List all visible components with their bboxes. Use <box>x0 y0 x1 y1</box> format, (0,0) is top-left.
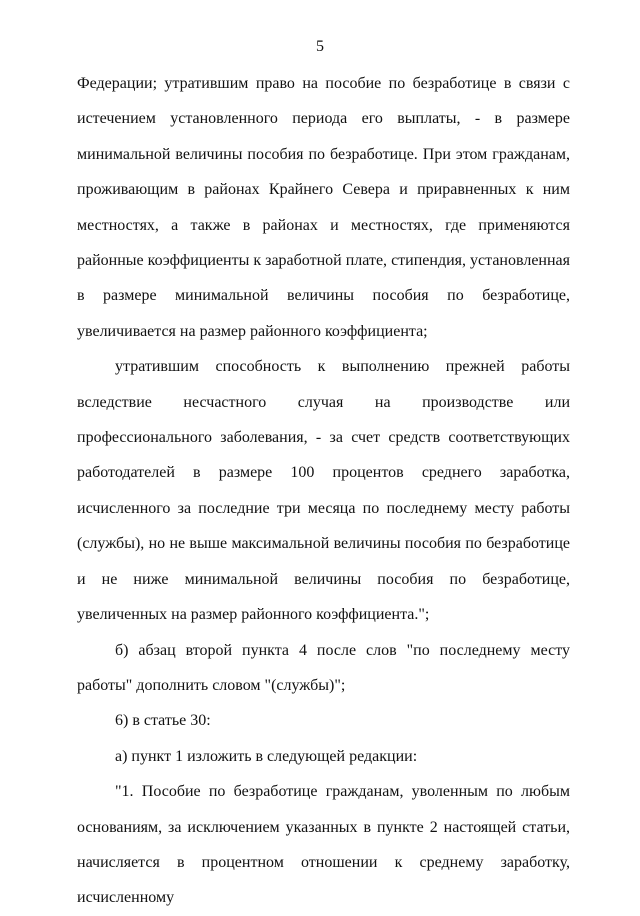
document-body <box>77 66 570 916</box>
paragraph-item-1-text: "1. Пособие по безработице гражданам, уволенным по любым основаниям, за исключением указанных в пункте 2 настоящей статьи, начисляется в процентном отношении к среднему заработку, исчисленному <box>77 783 570 907</box>
paragraph-amendment-b: б) абзац второй пункта 4 после слов "по последнему месту работы" дополнить словом "(службы)"; <box>77 641 570 694</box>
paragraph-item-1-heading: а) пункт 1 изложить в следующей редакции: <box>115 747 418 765</box>
page-number: 5 <box>316 38 324 55</box>
paragraph-continuation: Федерации; утратившим право на пособие по безработице в связи с истечением установленного периода его выплаты, - в размере минимальной величины пособия по безработице. При этом гражданам, проживающим в районах Крайнего Севера и приравненных к ним местностях, а также в районах и местностях, где применяются районные коэффициенты к заработной плате, стипендия, установленная в размере минимальной величины пособия по безработице, увеличивается на размер районного коэффициента; <box>77 75 570 340</box>
paragraph-disabled-workers: утратившим способность к выполнению прежней работы вследствие несчастного случая на производстве или профессионального заболевания, - за счет средств соответствующих работодателей в размере 100 процентов среднего заработка, исчисленного за последние три месяца по последнему месту работы (службы), но не выше максимальной величины пособия по безработице и не ниже минимальной величины пособия по безработице, увеличенных на размер районного коэффициента."; <box>77 358 570 624</box>
paragraph-article-30: 6) в статье 30: <box>115 712 211 730</box>
